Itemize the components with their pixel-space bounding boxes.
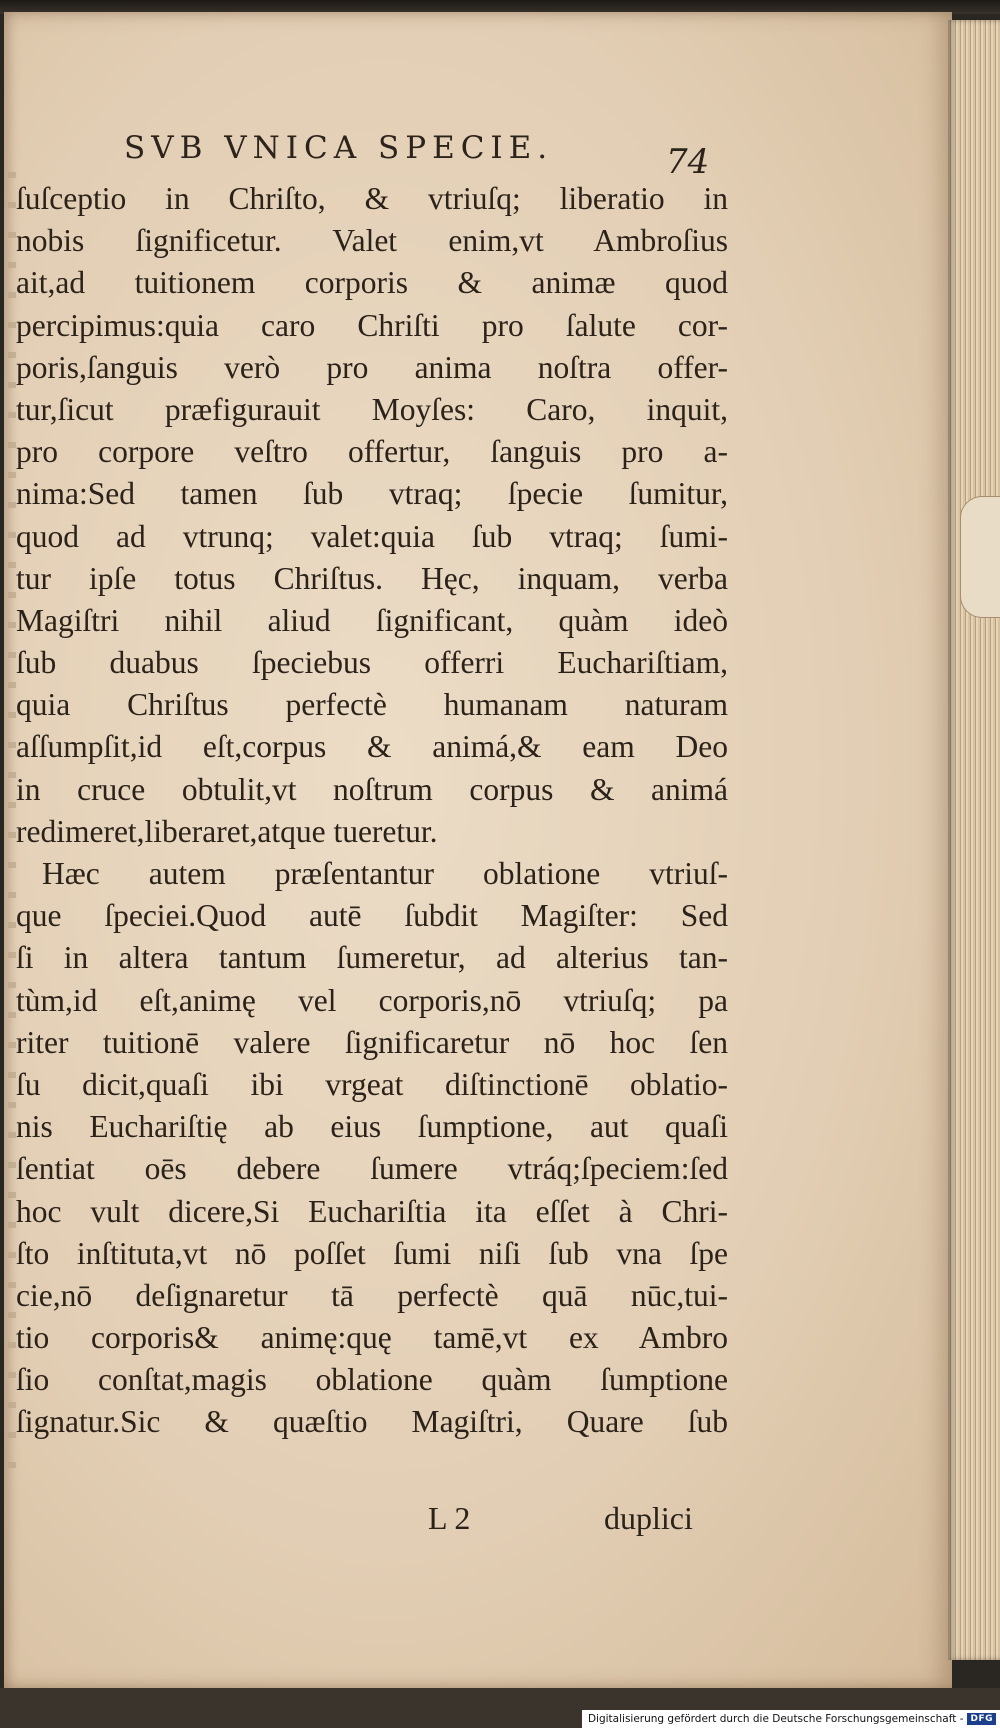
text-line: redimeret,liberaret,atque tueretur. bbox=[16, 813, 438, 849]
page-number: 74 bbox=[666, 142, 710, 182]
text-line: ſio conſtat,magis oblatione quàm ſumptione bbox=[16, 1362, 728, 1398]
text-line: percipimus:quia caro Chriſti pro ſalute cor- bbox=[16, 307, 728, 343]
text-line: in cruce obtulit,vt noſtrum corpus & animá bbox=[16, 771, 728, 807]
text-line: que ſpeciei.Quod autē ſubdit Magiſter: Sed bbox=[16, 898, 728, 934]
text-line: nis Euchariſtię ab eius ſumptione, aut quaſi bbox=[16, 1109, 728, 1145]
text-line: ſentiat oēs debere ſumere vtráq;ſpeciem:ſed bbox=[16, 1151, 728, 1187]
text-line: Hæc autem præſentantur oblatione vtriuſ- bbox=[42, 856, 728, 891]
text-line: ſub duabus ſpeciebus offerri Euchariſtiam, bbox=[16, 645, 728, 681]
text-line: quod ad vtrunq; valet:quia ſub vtraq; ſumi- bbox=[16, 518, 728, 554]
page-clip-tab bbox=[960, 496, 1000, 618]
text-line: ſuſceptio in Chriſto, & vtriuſq; liberatio in bbox=[16, 181, 728, 216]
text-line: nobis ſignificetur. Valet enim,vt Ambroſius bbox=[16, 223, 728, 259]
gutter-shadow bbox=[8, 172, 16, 1472]
text-line: ait,ad tuitionem corporis & animæ quod bbox=[16, 265, 728, 301]
text-line: cie,nō deſignaretur tā perfectè quā nūc,tui- bbox=[16, 1277, 728, 1313]
text-line: Magiſtri nihil aliud ſignificant, quàm ideò bbox=[16, 602, 728, 638]
text-line: ſi in altera tantum ſumeretur, ad alterius tan- bbox=[16, 940, 728, 976]
text-line: aſſumpſit,id eſt,corpus & animá,& eam Deo bbox=[16, 729, 728, 765]
text-line: tur,ſicut præfigurauit Moyſes: Caro, inquit, bbox=[16, 391, 728, 427]
text-line: nima:Sed tamen ſub vtraq; ſpecie ſumitur, bbox=[16, 476, 728, 512]
text-line: tio corporis& animę:quę tamē,vt ex Ambro bbox=[16, 1320, 728, 1356]
text-line: ſignatur.Sic & quæſtio Magiſtri, Quare ſub bbox=[16, 1404, 728, 1440]
text-line: riter tuitionē valere ſignificaretur nō hoc ſen bbox=[16, 1024, 728, 1060]
text-line: ſto inſtituta,vt nō poſſet ſumi niſi ſub vna ſpe bbox=[16, 1235, 728, 1271]
digitization-credit bbox=[582, 1710, 1000, 1728]
catchword: duplici bbox=[604, 1500, 693, 1536]
text-line: ſu dicit,quaſi ibi vrgeat diſtinctionē oblatio- bbox=[16, 1066, 728, 1102]
text-line: quia Chriſtus perfectè humanam naturam bbox=[16, 687, 728, 723]
text-line: tur ipſe totus Chriſtus. Hęc, inquam, verba bbox=[16, 560, 728, 596]
running-head: SVB VNICA SPECIE. bbox=[124, 130, 554, 166]
book-page bbox=[4, 12, 952, 1688]
text-line: tùm,id eſt,animę vel corporis,nō vtriuſq; pa bbox=[16, 982, 728, 1018]
dfg-logo: DFG bbox=[967, 1713, 996, 1725]
text-line: pro corpore veſtro offertur, ſanguis pro a- bbox=[16, 434, 728, 470]
credit-text: Digitalisierung gefördert durch die Deutsche Forschungsgemeinschaft - bbox=[587, 1713, 964, 1725]
text-line: hoc vult dicere,Si Euchariſtia ita eſſet à Chri- bbox=[16, 1193, 728, 1229]
signature-mark: L 2 bbox=[428, 1500, 471, 1536]
body-text bbox=[16, 178, 728, 1444]
page-fore-edge bbox=[948, 20, 1000, 1660]
text-line: poris,ſanguis verò pro anima noſtra offer- bbox=[16, 349, 728, 385]
